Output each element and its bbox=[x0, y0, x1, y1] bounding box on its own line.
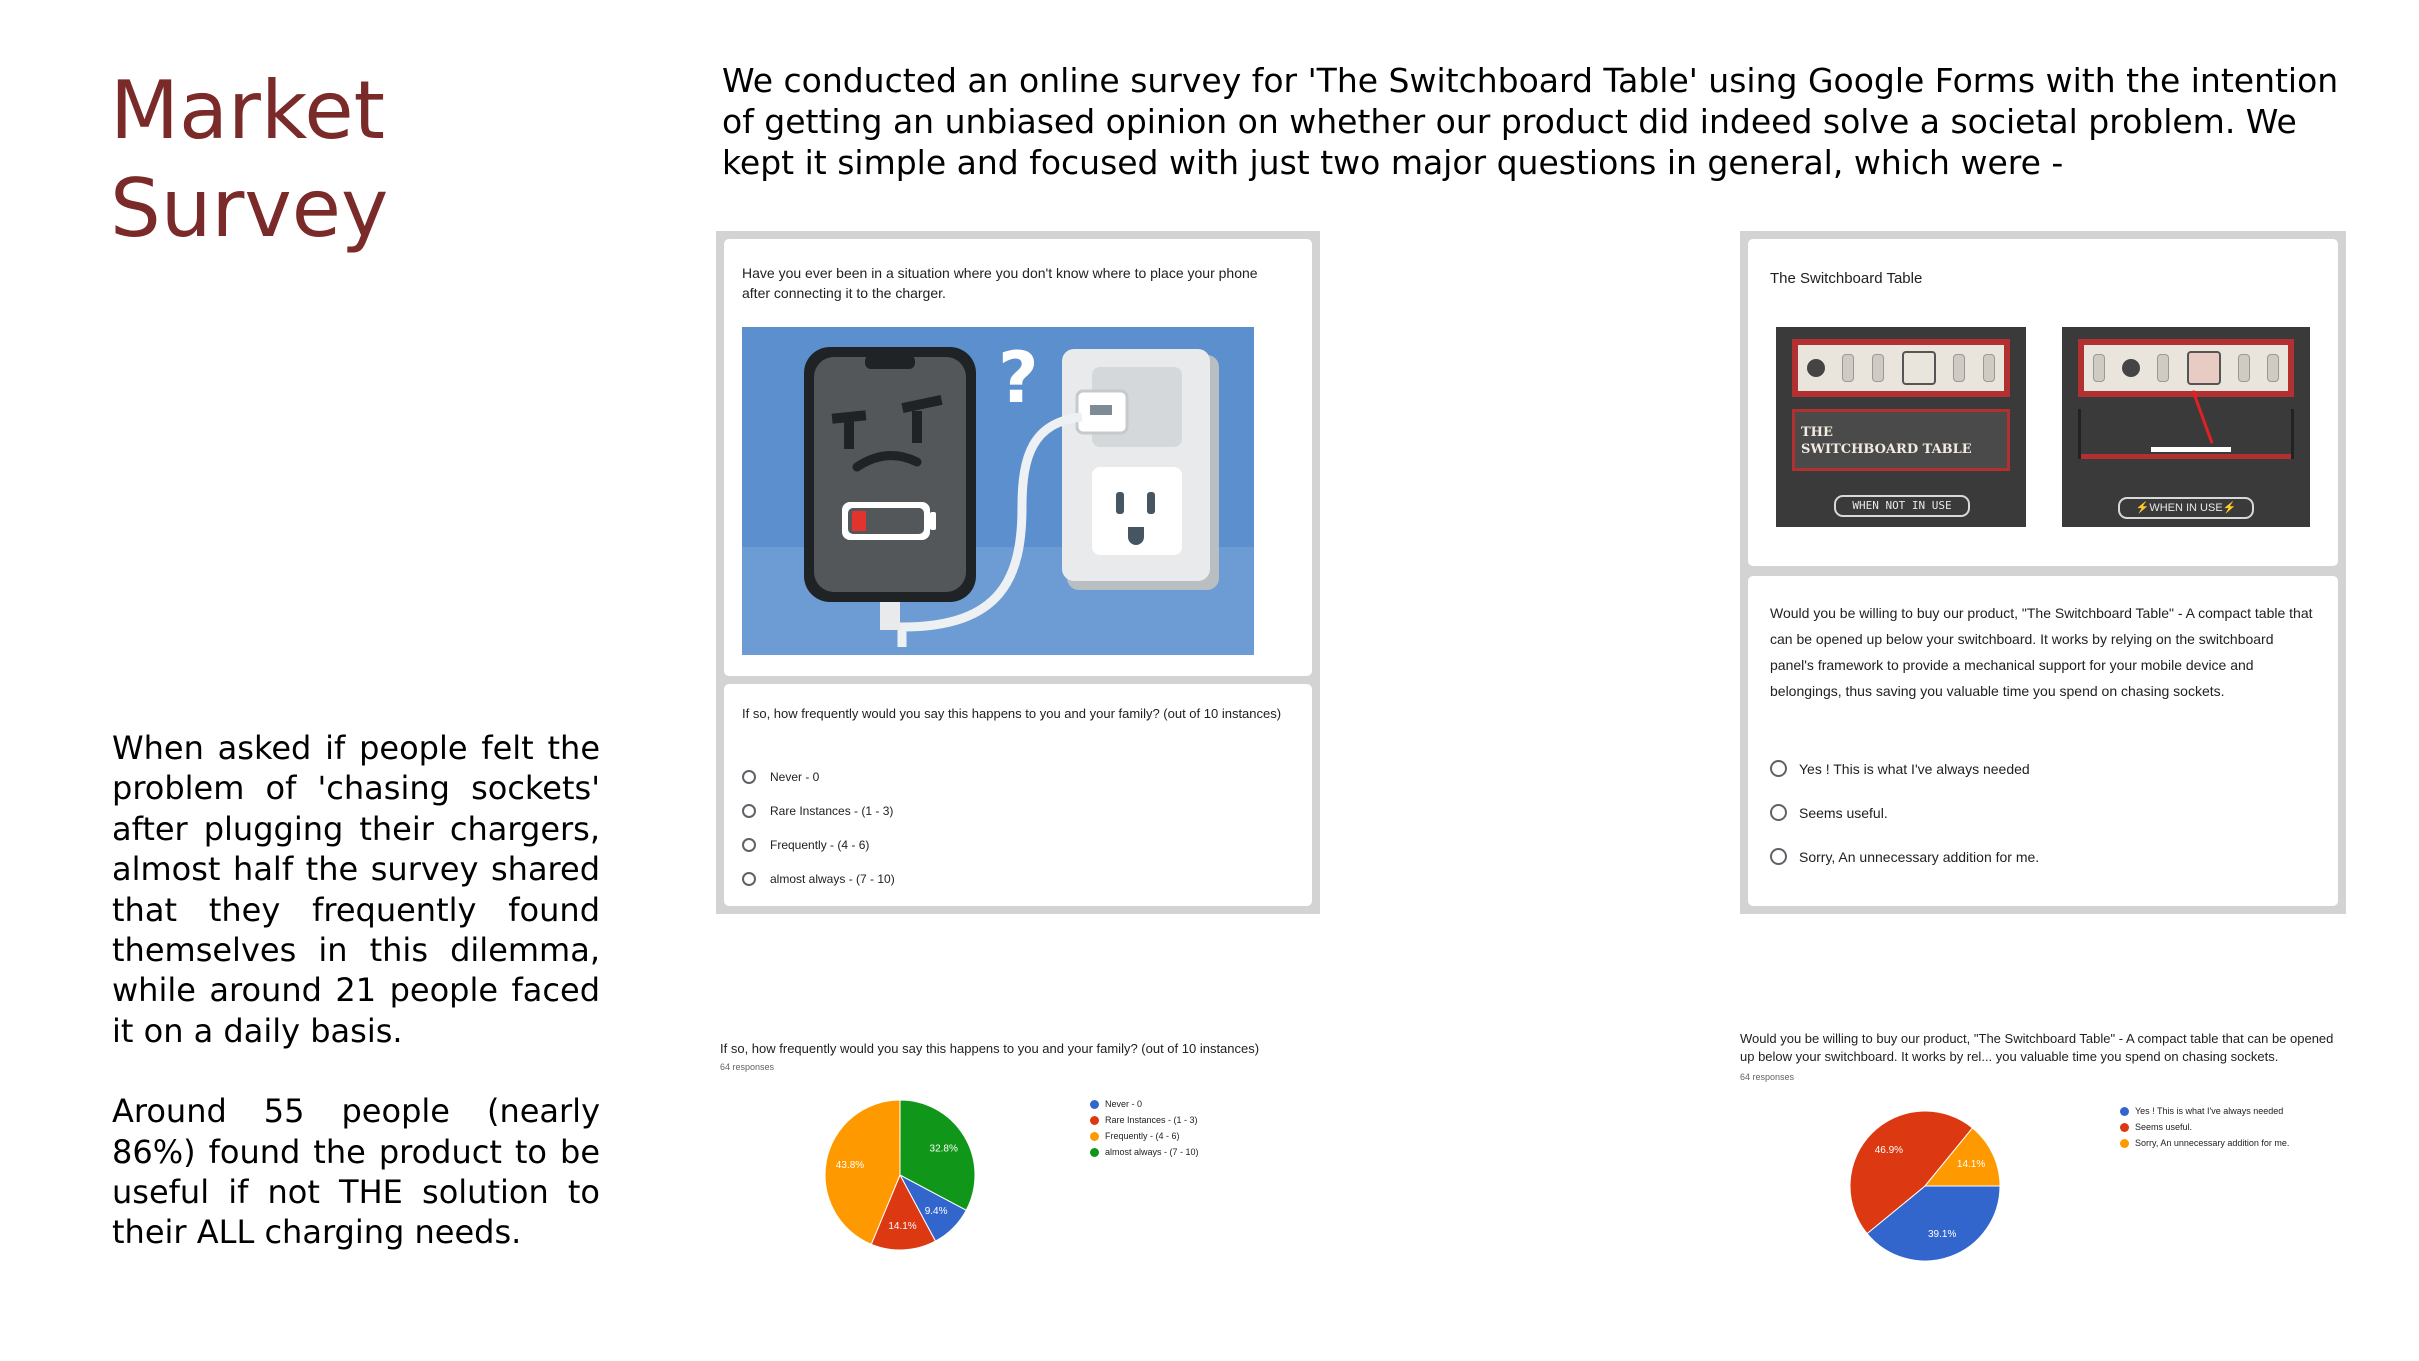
radio-almost-always[interactable] bbox=[742, 872, 756, 886]
chart1-slice-label-1: 14.1% bbox=[888, 1220, 917, 1232]
option-yes-label: Yes ! This is what I've always needed bbox=[1799, 760, 2030, 777]
chart1-legend-label-1: Rare Instances - (1 - 3) bbox=[1105, 1115, 1198, 1125]
chart2-title: Would you be willing to buy our product, "The Switchboard Table" - A compact table that can be opened up below your switchboard. It works by rel... you valuable time you spend on chasing sockets. bbox=[1740, 1031, 2334, 1064]
option-yes[interactable] bbox=[1770, 760, 2030, 777]
title-line-2: Survey bbox=[110, 162, 389, 255]
table-title-line-1: THE bbox=[1801, 425, 1833, 440]
form1-frequency-card bbox=[724, 684, 1312, 906]
option-rare[interactable] bbox=[742, 804, 893, 818]
switch-icon bbox=[2093, 354, 2105, 382]
chart2-slice-label-2: 14.1% bbox=[1956, 1159, 1986, 1171]
option-never[interactable] bbox=[742, 770, 819, 784]
chart1-legend-label-0: Never - 0 bbox=[1105, 1099, 1143, 1109]
option-unnecessary-label: Sorry, An unnecessary addition for me. bbox=[1799, 848, 2040, 865]
chart1-responses: 64 responses bbox=[720, 1062, 775, 1072]
form1-question-top: Have you ever been in a situation where you don't know where to place your phone after connecting it to the charger. bbox=[742, 265, 1258, 301]
radio-unnecessary[interactable] bbox=[1770, 848, 1787, 865]
product-image-not-in-use bbox=[1776, 327, 2026, 527]
chart1-slice-label-3: 32.8% bbox=[929, 1143, 958, 1155]
chart2-legend-label-1: Seems useful. bbox=[2135, 1122, 2193, 1132]
phone-on-shelf bbox=[2151, 447, 2231, 452]
switch-icon bbox=[1983, 354, 1995, 382]
lightning-icon: ⚡ bbox=[2222, 502, 2237, 514]
findings-text bbox=[112, 728, 600, 1293]
findings-paragraph-1: When asked if people felt the problem of 'chasing sockets' after plugging their chargers, almost half the survey shared that they frequently found themselves in this dilemma, while around 21 people faced it on a daily basis. bbox=[112, 729, 600, 1050]
chart1-legend-item-1 bbox=[1090, 1112, 1199, 1128]
table-title-line-2: SWITCHBOARD TABLE bbox=[1801, 442, 1972, 457]
switch-plate-1 bbox=[1798, 345, 2004, 391]
chart1-pie bbox=[820, 1095, 980, 1255]
radio-seems-useful[interactable] bbox=[1770, 804, 1787, 821]
radio-rare[interactable] bbox=[742, 804, 756, 818]
switch-dot-icon bbox=[1807, 359, 1825, 377]
chart2-legend-swatch-0 bbox=[2120, 1107, 2129, 1116]
chart1-legend-label-2: Frequently - (4 - 6) bbox=[1105, 1131, 1180, 1141]
phone-charger-illustration bbox=[742, 327, 1254, 655]
chart2-slice-label-0: 39.1% bbox=[1928, 1229, 1957, 1241]
caption-not-in-use: WHEN NOT IN USE bbox=[1834, 495, 1970, 517]
chart2-legend bbox=[2120, 1103, 2289, 1151]
chart2-legend-item-1 bbox=[2120, 1119, 2289, 1135]
switch-icon bbox=[1872, 354, 1884, 382]
option-never-label: Never - 0 bbox=[770, 770, 820, 784]
switch-icon bbox=[2267, 354, 2279, 382]
switch-icon bbox=[1842, 354, 1854, 382]
product-image-in-use bbox=[2062, 327, 2310, 527]
chart2-legend-label-0: Yes ! This is what I've always needed bbox=[2135, 1106, 2284, 1116]
option-frequently-label: Frequently - (4 - 6) bbox=[770, 838, 870, 852]
switch-plate-2 bbox=[2084, 345, 2288, 391]
socket-plugged-icon bbox=[2187, 351, 2221, 385]
switch-icon bbox=[1953, 354, 1965, 382]
table-open-shelf bbox=[2078, 409, 2294, 459]
form2-header-card bbox=[1748, 239, 2338, 566]
option-seems-useful[interactable] bbox=[1770, 804, 1888, 821]
radio-never[interactable] bbox=[742, 770, 756, 784]
chart1-legend-item-0 bbox=[1090, 1096, 1199, 1112]
socket-icon bbox=[1902, 351, 1936, 385]
chart1-legend-item-2 bbox=[1090, 1128, 1199, 1144]
chart1-legend-swatch-3 bbox=[1090, 1148, 1099, 1157]
option-seems-useful-label: Seems useful. bbox=[1799, 804, 1888, 821]
radio-yes[interactable] bbox=[1770, 760, 1787, 777]
chart2-legend-item-0 bbox=[2120, 1103, 2289, 1119]
option-rare-label: Rare Instances - (1 - 3) bbox=[770, 804, 894, 818]
chart2-pie bbox=[1845, 1106, 2005, 1266]
chart1-title: If so, how frequently would you say this happens to you and your family? (out of 10 instances) bbox=[720, 1041, 1260, 1056]
form-screenshot-2 bbox=[1740, 231, 2346, 914]
chart1-slice-label-2: 43.8% bbox=[835, 1160, 865, 1172]
lightning-icon: ⚡ bbox=[2135, 502, 2150, 514]
switch-panel-1 bbox=[1792, 339, 2010, 397]
form1-question-card bbox=[724, 239, 1312, 676]
switch-panel-2 bbox=[2078, 339, 2294, 397]
option-almost-always-label: almost always - (7 - 10) bbox=[770, 872, 895, 886]
svg-text:?: ? bbox=[998, 337, 1039, 419]
intro-paragraph: We conducted an online survey for 'The Switchboard Table' using Google Forms with the intention of getting an unbiased opinion on whether our product did indeed solve a societal problem. We kept it simple and focused with just two major questions in general, which were - bbox=[722, 61, 2339, 182]
form1-question-2: If so, how frequently would you say this happens to you and your family? (out of 10 instances) bbox=[742, 706, 1282, 721]
charging-cable bbox=[2192, 390, 2214, 444]
title-line-1: Market bbox=[110, 64, 385, 157]
switch-dot-icon bbox=[2122, 359, 2140, 377]
form-screenshot-1 bbox=[716, 231, 1320, 914]
chart1-legend-item-3 bbox=[1090, 1144, 1199, 1160]
switch-icon bbox=[2238, 354, 2250, 382]
option-unnecessary[interactable] bbox=[1770, 848, 2039, 865]
form2-header: The Switchboard Table bbox=[1770, 270, 1923, 287]
chart1-legend-swatch-0 bbox=[1090, 1100, 1099, 1109]
shelf-board bbox=[2081, 454, 2291, 459]
caption-in-use-label: WHEN IN USE bbox=[2149, 502, 2223, 514]
chart2-slice-label-1: 46.9% bbox=[1874, 1144, 1904, 1156]
option-almost-always[interactable] bbox=[742, 872, 895, 886]
findings-paragraph-2: Around 55 people (nearly 86%) found the product to be useful if not THE solution to their ALL charging needs. bbox=[112, 1092, 600, 1252]
caption-in-use bbox=[2118, 497, 2254, 519]
chart1-slice-label-0: 9.4% bbox=[924, 1206, 948, 1218]
switch-icon bbox=[2157, 354, 2169, 382]
radio-frequently[interactable] bbox=[742, 838, 756, 852]
chart1-legend-swatch-1 bbox=[1090, 1116, 1099, 1125]
chart1-legend-swatch-2 bbox=[1090, 1132, 1099, 1141]
form2-question-card bbox=[1748, 576, 2338, 906]
chart2-legend-swatch-1 bbox=[2120, 1123, 2129, 1132]
chart1-legend-label-3: almost always - (7 - 10) bbox=[1105, 1147, 1199, 1157]
table-closed-panel bbox=[1792, 409, 2010, 471]
option-frequently[interactable] bbox=[742, 838, 869, 852]
chart2-legend-label-2: Sorry, An unnecessary addition for me. bbox=[2135, 1138, 2290, 1148]
slide-title bbox=[110, 62, 388, 258]
chart2-legend-item-2 bbox=[2120, 1135, 2289, 1151]
chart2-legend-swatch-2 bbox=[2120, 1139, 2129, 1148]
form2-question: Would you be willing to buy our product, "The Switchboard Table" - A compact table that can be opened up below your switchboard. It works by relying on the switchboard panel's framework to provide a mechanical support for your mobile device and belongings, thus saving you valuable time you spend on chasing sockets. bbox=[1770, 605, 2313, 699]
chart1-legend bbox=[1090, 1096, 1199, 1160]
chart2-responses: 64 responses bbox=[1740, 1072, 1795, 1082]
